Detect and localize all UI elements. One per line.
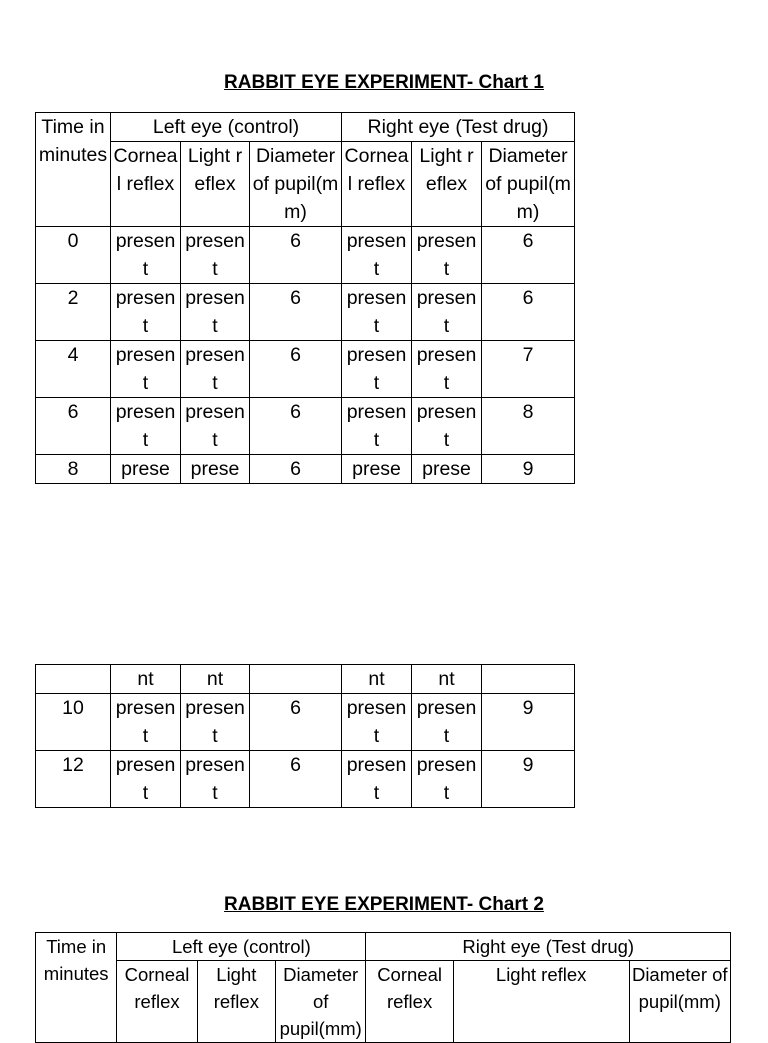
left-corneal-cell: present <box>111 227 181 284</box>
left-eye-header: Left eye (control) <box>111 113 342 142</box>
left-diameter-header: Diameter of pupil(mm) <box>276 961 366 1043</box>
time-cell: 0 <box>36 227 111 284</box>
left-corneal-cell: present <box>111 694 181 751</box>
left-corneal-cell: present <box>111 398 181 455</box>
right-corneal-cell: present <box>342 341 412 398</box>
table-row <box>36 284 575 341</box>
left-corneal-cell: present <box>111 341 181 398</box>
right-corneal-cell: present <box>342 227 412 284</box>
left-light-cell: present <box>181 751 250 808</box>
table-row <box>36 341 575 398</box>
right-corneal-cell: present <box>342 751 412 808</box>
left-light-cell: nt <box>181 665 250 694</box>
right-light-cell: present <box>412 751 482 808</box>
right-diameter-header: Diameter of pupil(mm) <box>482 142 575 227</box>
left-light-cell: present <box>181 341 250 398</box>
table-subheader-row <box>36 961 731 1043</box>
chart-2-table <box>35 932 731 1043</box>
table-row <box>36 665 575 694</box>
table-row <box>36 398 575 455</box>
table-header-row <box>36 933 731 961</box>
left-corneal-cell: prese <box>111 455 181 484</box>
left-light-cell: present <box>181 284 250 341</box>
right-eye-header: Right eye (Test drug) <box>342 113 575 142</box>
right-corneal-cell: prese <box>342 455 412 484</box>
right-diameter-cell: 6 <box>482 284 575 341</box>
right-diameter-cell: 9 <box>482 455 575 484</box>
left-diameter-cell: 6 <box>250 455 342 484</box>
time-cell: 12 <box>36 751 111 808</box>
right-diameter-cell: 9 <box>482 751 575 808</box>
left-diameter-header: Diameter of pupil(mm) <box>250 142 342 227</box>
right-diameter-cell: 6 <box>482 227 575 284</box>
right-corneal-cell: present <box>342 284 412 341</box>
left-light-cell: present <box>181 398 250 455</box>
left-corneal-cell: present <box>111 751 181 808</box>
right-light-cell: present <box>412 694 482 751</box>
right-light-cell: present <box>412 398 482 455</box>
left-eye-header: Left eye (control) <box>117 933 366 961</box>
left-diameter-cell: 6 <box>250 398 342 455</box>
right-diameter-cell: 9 <box>482 694 575 751</box>
left-diameter-cell: 6 <box>250 284 342 341</box>
left-diameter-cell: 6 <box>250 341 342 398</box>
right-corneal-cell: nt <box>342 665 412 694</box>
left-diameter-cell <box>250 665 342 694</box>
left-diameter-cell: 6 <box>250 694 342 751</box>
right-eye-header: Right eye (Test drug) <box>366 933 731 961</box>
left-light-cell: present <box>181 694 250 751</box>
right-corneal-header: Corneal reflex <box>342 142 412 227</box>
right-diameter-cell: 8 <box>482 398 575 455</box>
right-light-cell: prese <box>412 455 482 484</box>
table-row <box>36 455 575 484</box>
right-corneal-cell: present <box>342 694 412 751</box>
chart-1-title: RABBIT EYE EXPERIMENT- Chart 1 <box>224 72 544 93</box>
right-light-cell: present <box>412 341 482 398</box>
right-light-cell: nt <box>412 665 482 694</box>
right-light-cell: present <box>412 227 482 284</box>
left-corneal-cell: present <box>111 284 181 341</box>
right-corneal-header: Corneal reflex <box>366 961 453 1043</box>
right-diameter-cell: 7 <box>482 341 575 398</box>
right-light-header: Light reflex <box>453 961 629 1043</box>
time-cell: 4 <box>36 341 111 398</box>
left-light-header: Light reflex <box>197 961 275 1043</box>
right-light-header: Light reflex <box>412 142 482 227</box>
table-row <box>36 227 575 284</box>
right-light-cell: present <box>412 284 482 341</box>
left-corneal-header: Corneal reflex <box>111 142 181 227</box>
right-diameter-cell <box>482 665 575 694</box>
time-cell: 10 <box>36 694 111 751</box>
table-header-row <box>36 113 575 142</box>
time-header: Time in minutes <box>36 113 111 227</box>
table-row <box>36 694 575 751</box>
time-cell: 6 <box>36 398 111 455</box>
chart-1-table-continued <box>35 664 575 808</box>
time-header: Time in minutes <box>36 933 117 1043</box>
table-subheader-row <box>36 142 575 227</box>
left-corneal-cell: nt <box>111 665 181 694</box>
right-diameter-header: Diameter of pupil(mm) <box>629 961 730 1043</box>
table-row <box>36 751 575 808</box>
left-diameter-cell: 6 <box>250 751 342 808</box>
left-diameter-cell: 6 <box>250 227 342 284</box>
left-light-cell: prese <box>181 455 250 484</box>
chart-1-table <box>35 112 575 484</box>
time-cell <box>36 665 111 694</box>
left-light-cell: present <box>181 227 250 284</box>
left-corneal-header: Corneal reflex <box>117 961 197 1043</box>
time-cell: 2 <box>36 284 111 341</box>
time-cell: 8 <box>36 455 111 484</box>
right-corneal-cell: present <box>342 398 412 455</box>
chart-2-title: RABBIT EYE EXPERIMENT- Chart 2 <box>224 894 544 915</box>
left-light-header: Light reflex <box>181 142 250 227</box>
